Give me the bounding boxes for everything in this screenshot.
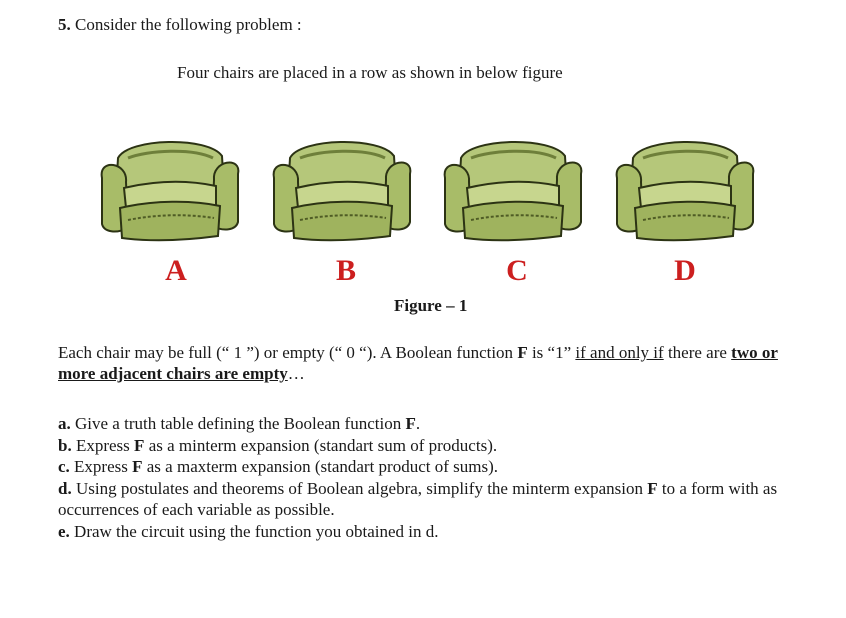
figure-caption: Figure – 1 (394, 296, 468, 315)
question-letter: a. (58, 414, 71, 433)
question-text: to a form with as occurrences of each variable as possible. (58, 478, 778, 519)
intro-text: Four chairs are placed in a row as shown in below figure (177, 63, 563, 82)
paragraph-part3: there are (663, 343, 732, 362)
armchair-icon (98, 128, 242, 246)
function-f: F (405, 414, 416, 433)
question-b (58, 435, 818, 457)
function-f: F (134, 435, 145, 455)
question-letter: b. (58, 435, 72, 455)
iff-phrase: if and only if (575, 343, 664, 362)
question-letter: e. (58, 521, 70, 541)
function-f: F (517, 343, 528, 362)
question-text: Draw the circuit using the function you obtained in d. (69, 521, 439, 541)
question-text: . (415, 414, 421, 433)
question-text: as a maxterm expansion (standart product of sums). (142, 457, 499, 476)
chair-label-d: D (674, 254, 696, 287)
question-e (58, 521, 818, 543)
problem-heading-text: Consider the following problem : (70, 15, 302, 34)
chair-label-a: A (165, 254, 187, 287)
question-list (58, 413, 818, 542)
paragraph-part4: … (287, 364, 305, 383)
question-text: Using postulates and theorems of Boolean algebra, simplify the minterm expansion (71, 478, 648, 498)
problem-number: 5. (58, 15, 71, 34)
question-c (58, 456, 818, 478)
armchair-icon (441, 128, 585, 246)
armchair-icon (613, 128, 757, 246)
function-f: F (647, 478, 658, 498)
chair-a-image (98, 128, 242, 246)
question-d (58, 478, 818, 521)
problem-paragraph (58, 342, 818, 384)
function-f: F (132, 457, 143, 476)
chair-label-c: C (506, 254, 528, 287)
question-letter: c. (58, 457, 70, 476)
question-text: as a minterm expansion (standart sum of products). (144, 435, 498, 455)
question-text: Give a truth table defining the Boolean function (70, 414, 406, 433)
armchair-icon (270, 128, 414, 246)
chair-d-image (613, 128, 757, 246)
chair-label-b: B (335, 254, 356, 287)
question-text: Express (69, 457, 133, 476)
problem-heading (58, 15, 302, 35)
chair-b-image (270, 128, 414, 246)
paragraph-part2: is “1” (527, 343, 576, 362)
adjacent-condition: two or more adjacent chairs are empty (58, 343, 778, 383)
question-letter: d. (58, 478, 72, 498)
question-text: Express (71, 435, 135, 455)
question-a (58, 413, 818, 435)
chair-c-image (441, 128, 585, 246)
paragraph-part1: Each chair may be full (“ 1 ”) or empty (“ 0 “). A Boolean function (58, 343, 518, 362)
